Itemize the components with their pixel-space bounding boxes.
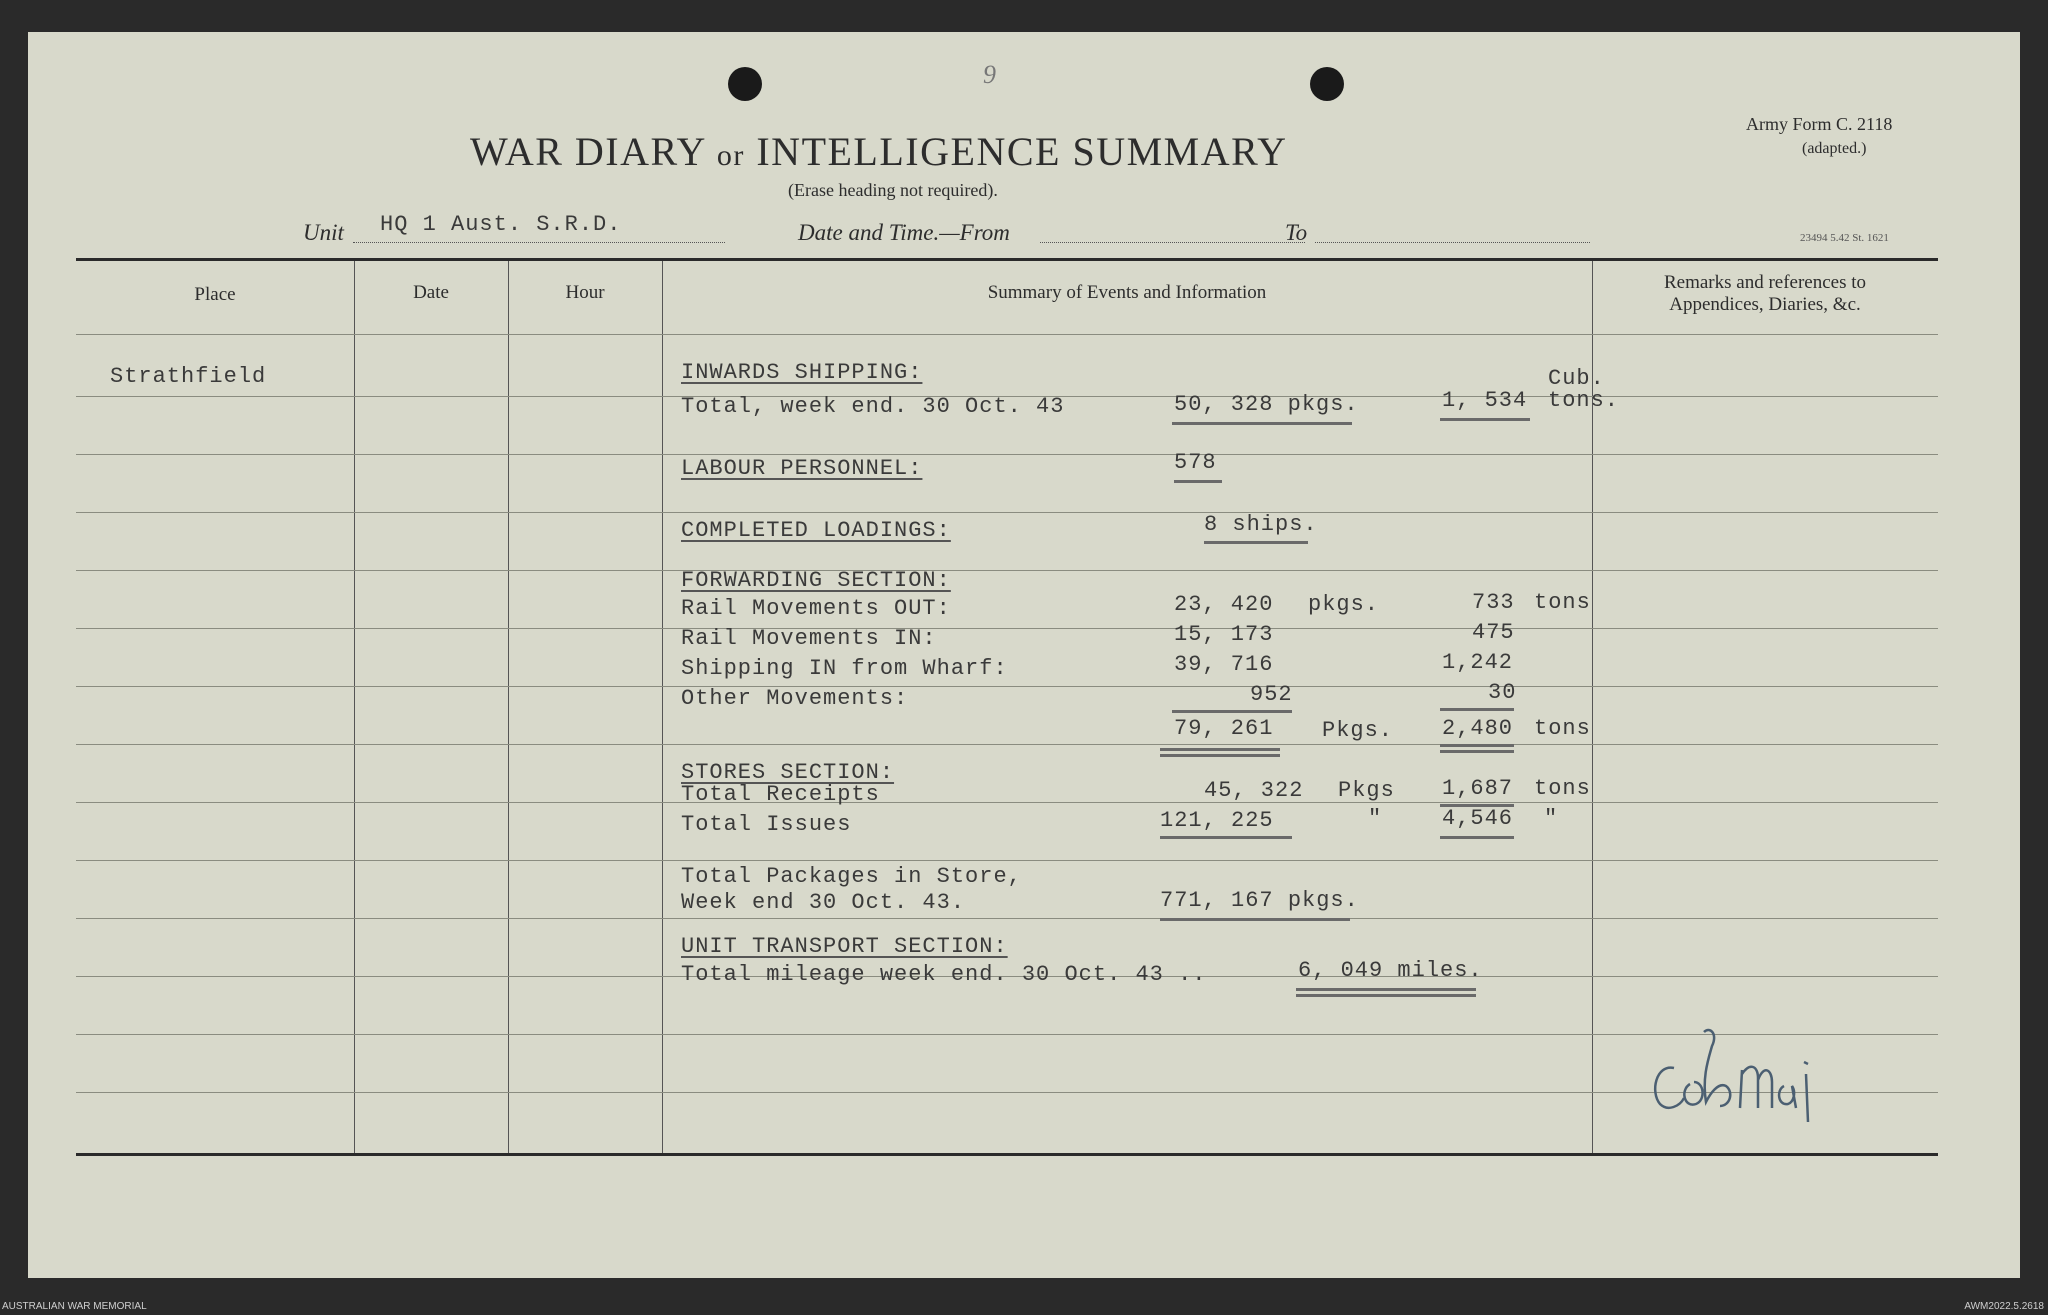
stores-receipts-unit: Pkgs <box>1338 778 1395 803</box>
header-remarks-line2: Appendices, Diaries, &c. <box>1669 294 1861 315</box>
forwarding-tons-sum-rule <box>1440 708 1514 711</box>
forwarding-total-unit: Pkgs. <box>1322 718 1394 743</box>
row-rule <box>76 512 1938 513</box>
completed-loadings-value: 8 ships. <box>1204 512 1318 537</box>
form-subtitle: (Erase heading not required). <box>788 180 998 200</box>
stores-issues-unit: " <box>1368 806 1383 831</box>
inwards-total-tons: 1, 534 <box>1442 388 1528 413</box>
stores-issues-pkgs-rule <box>1160 836 1292 839</box>
stores-receipts-tons: 1,687 <box>1442 776 1514 801</box>
header-summary: Summary of Events and Information <box>987 282 1267 303</box>
forwarding-tons-double-rule <box>1440 750 1514 753</box>
unit-label: Unit <box>303 220 344 245</box>
forwarding-pkgs-double-rule <box>1160 748 1280 751</box>
army-form-label: Army Form C. 2118 <box>1746 114 1893 134</box>
adapted-label: (adapted.) <box>1802 140 1867 157</box>
print-code: 23494 5.42 St. 1621 <box>1800 232 1889 244</box>
title-or: or <box>716 139 745 172</box>
forwarding-row-tons: 475 <box>1472 620 1515 645</box>
inwards-total-label: Total, week end. 30 Oct. 43 <box>681 394 1065 419</box>
forwarding-total-tons-unit: tons <box>1534 716 1591 741</box>
inwards-total-pkgs: 50, 328 pkgs. <box>1174 392 1359 417</box>
page-number: 9 <box>983 60 996 89</box>
title-intelligence-summary: INTELLIGENCE SUMMARY <box>756 129 1288 174</box>
stores-receipts-label: Total Receipts <box>681 782 880 807</box>
inwards-unit-line2: tons. <box>1548 388 1620 413</box>
packages-in-store-rule <box>1160 918 1350 921</box>
row-rule <box>76 918 1938 919</box>
labour-underline <box>1174 480 1222 483</box>
unit-transport-double-rule <box>1296 994 1476 997</box>
forwarding-row-pkgs: 23, 420 <box>1174 592 1274 617</box>
row-rule <box>76 570 1938 571</box>
stores-receipts-tons-unit: tons <box>1534 776 1591 801</box>
header-hour: Hour <box>565 282 605 303</box>
stores-issues-tons-rule <box>1440 836 1514 839</box>
packages-in-store-line2: Week end 30 Oct. 43. <box>681 890 966 915</box>
stores-section-heading: STORES SECTION: <box>681 760 895 785</box>
forwarding-total-pkgs: 79, 261 <box>1174 716 1274 741</box>
unit-value: HQ 1 Aust. S.R.D. <box>380 212 622 237</box>
title-war-diary: WAR DIARY <box>470 129 706 174</box>
forwarding-row-unit: pkgs. <box>1308 592 1380 617</box>
column-divider-date <box>508 261 509 1153</box>
unit-transport-heading: UNIT TRANSPORT SECTION: <box>681 934 1008 959</box>
signature <box>1646 1012 1846 1132</box>
to-label: To <box>1285 220 1308 245</box>
to-dotted-line <box>1315 242 1590 243</box>
row-rule <box>76 454 1938 455</box>
header-row-rule <box>76 334 1938 335</box>
loadings-underline <box>1204 541 1308 544</box>
forwarding-row-pkgs: 15, 173 <box>1174 622 1274 647</box>
row-rule <box>76 860 1938 861</box>
forwarding-section-heading: FORWARDING SECTION: <box>681 568 951 593</box>
signature-text: CO Maj <box>1646 1012 1650 1013</box>
place-cell: Strathfield <box>110 364 267 389</box>
inwards-tons-underline <box>1440 418 1530 421</box>
date-time-from-label: Date and Time.—From <box>798 220 1010 245</box>
completed-loadings-heading: COMPLETED LOADINGS: <box>681 518 951 543</box>
stores-issues-pkgs: 121, 225 <box>1160 808 1274 833</box>
column-divider-place <box>354 261 355 1153</box>
row-rule <box>76 628 1938 629</box>
form-title <box>470 128 1287 175</box>
unit-transport-double-rule <box>1296 988 1476 991</box>
punch-hole-right <box>1310 67 1344 101</box>
row-rule <box>76 686 1938 687</box>
header-remarks-line1: Remarks and references to <box>1663 272 1867 293</box>
packages-in-store-line1: Total Packages in Store, <box>681 864 1022 889</box>
labour-personnel-value: 578 <box>1174 450 1217 475</box>
unit-transport-value: 6, 049 miles. <box>1298 958 1483 983</box>
header-date: Date <box>413 282 449 303</box>
footer-accession: AWM2022.5.2618 <box>1964 1301 2044 1312</box>
table-bottom-rule <box>76 1153 1938 1156</box>
table-top-rule <box>76 258 1938 261</box>
labour-personnel-heading: LABOUR PERSONNEL: <box>681 456 923 481</box>
forwarding-row-label: Rail Movements IN: <box>681 626 937 651</box>
unit-transport-label: Total mileage week end. 30 Oct. 43 .. <box>681 962 1207 987</box>
forwarding-pkgs-sum-rule <box>1172 710 1292 713</box>
war-diary-page <box>28 32 2020 1278</box>
punch-hole-left <box>728 67 762 101</box>
forwarding-row-label: Shipping IN from Wharf: <box>681 656 1008 681</box>
forwarding-row-tons: 733 <box>1472 590 1515 615</box>
header-place: Place <box>194 284 236 305</box>
column-divider-hour <box>662 261 663 1153</box>
inwards-shipping-heading: INWARDS SHIPPING: <box>681 360 923 385</box>
forwarding-row-pkgs: 39, 716 <box>1174 652 1274 677</box>
forwarding-pkgs-double-rule <box>1160 754 1280 757</box>
forwarding-row-label: Rail Movements OUT: <box>681 596 951 621</box>
forwarding-row-tons: 1,242 <box>1442 650 1514 675</box>
forwarding-total-tons: 2,480 <box>1442 716 1514 741</box>
unit-dotted-line <box>353 242 725 243</box>
from-dotted-line <box>1040 242 1305 243</box>
stores-receipts-pkgs: 45, 322 <box>1204 778 1304 803</box>
forwarding-row-pkgs: 952 <box>1250 682 1293 707</box>
stores-issues-tons-unit: " <box>1544 806 1559 831</box>
inwards-unit-line1: Cub. <box>1548 366 1605 391</box>
stores-issues-label: Total Issues <box>681 812 852 837</box>
forwarding-row-tons-unit: tons <box>1534 590 1591 615</box>
forwarding-tons-double-rule <box>1440 744 1514 747</box>
row-rule <box>76 744 1938 745</box>
inwards-pkgs-underline <box>1172 422 1352 425</box>
row-rule <box>76 802 1938 803</box>
packages-in-store-value: 771, 167 pkgs. <box>1160 888 1359 913</box>
forwarding-row-label: Other Movements: <box>681 686 909 711</box>
stores-issues-tons: 4,546 <box>1442 806 1514 831</box>
footer-credit: AUSTRALIAN WAR MEMORIAL <box>2 1301 147 1312</box>
forwarding-row-tons: 30 <box>1488 680 1517 705</box>
